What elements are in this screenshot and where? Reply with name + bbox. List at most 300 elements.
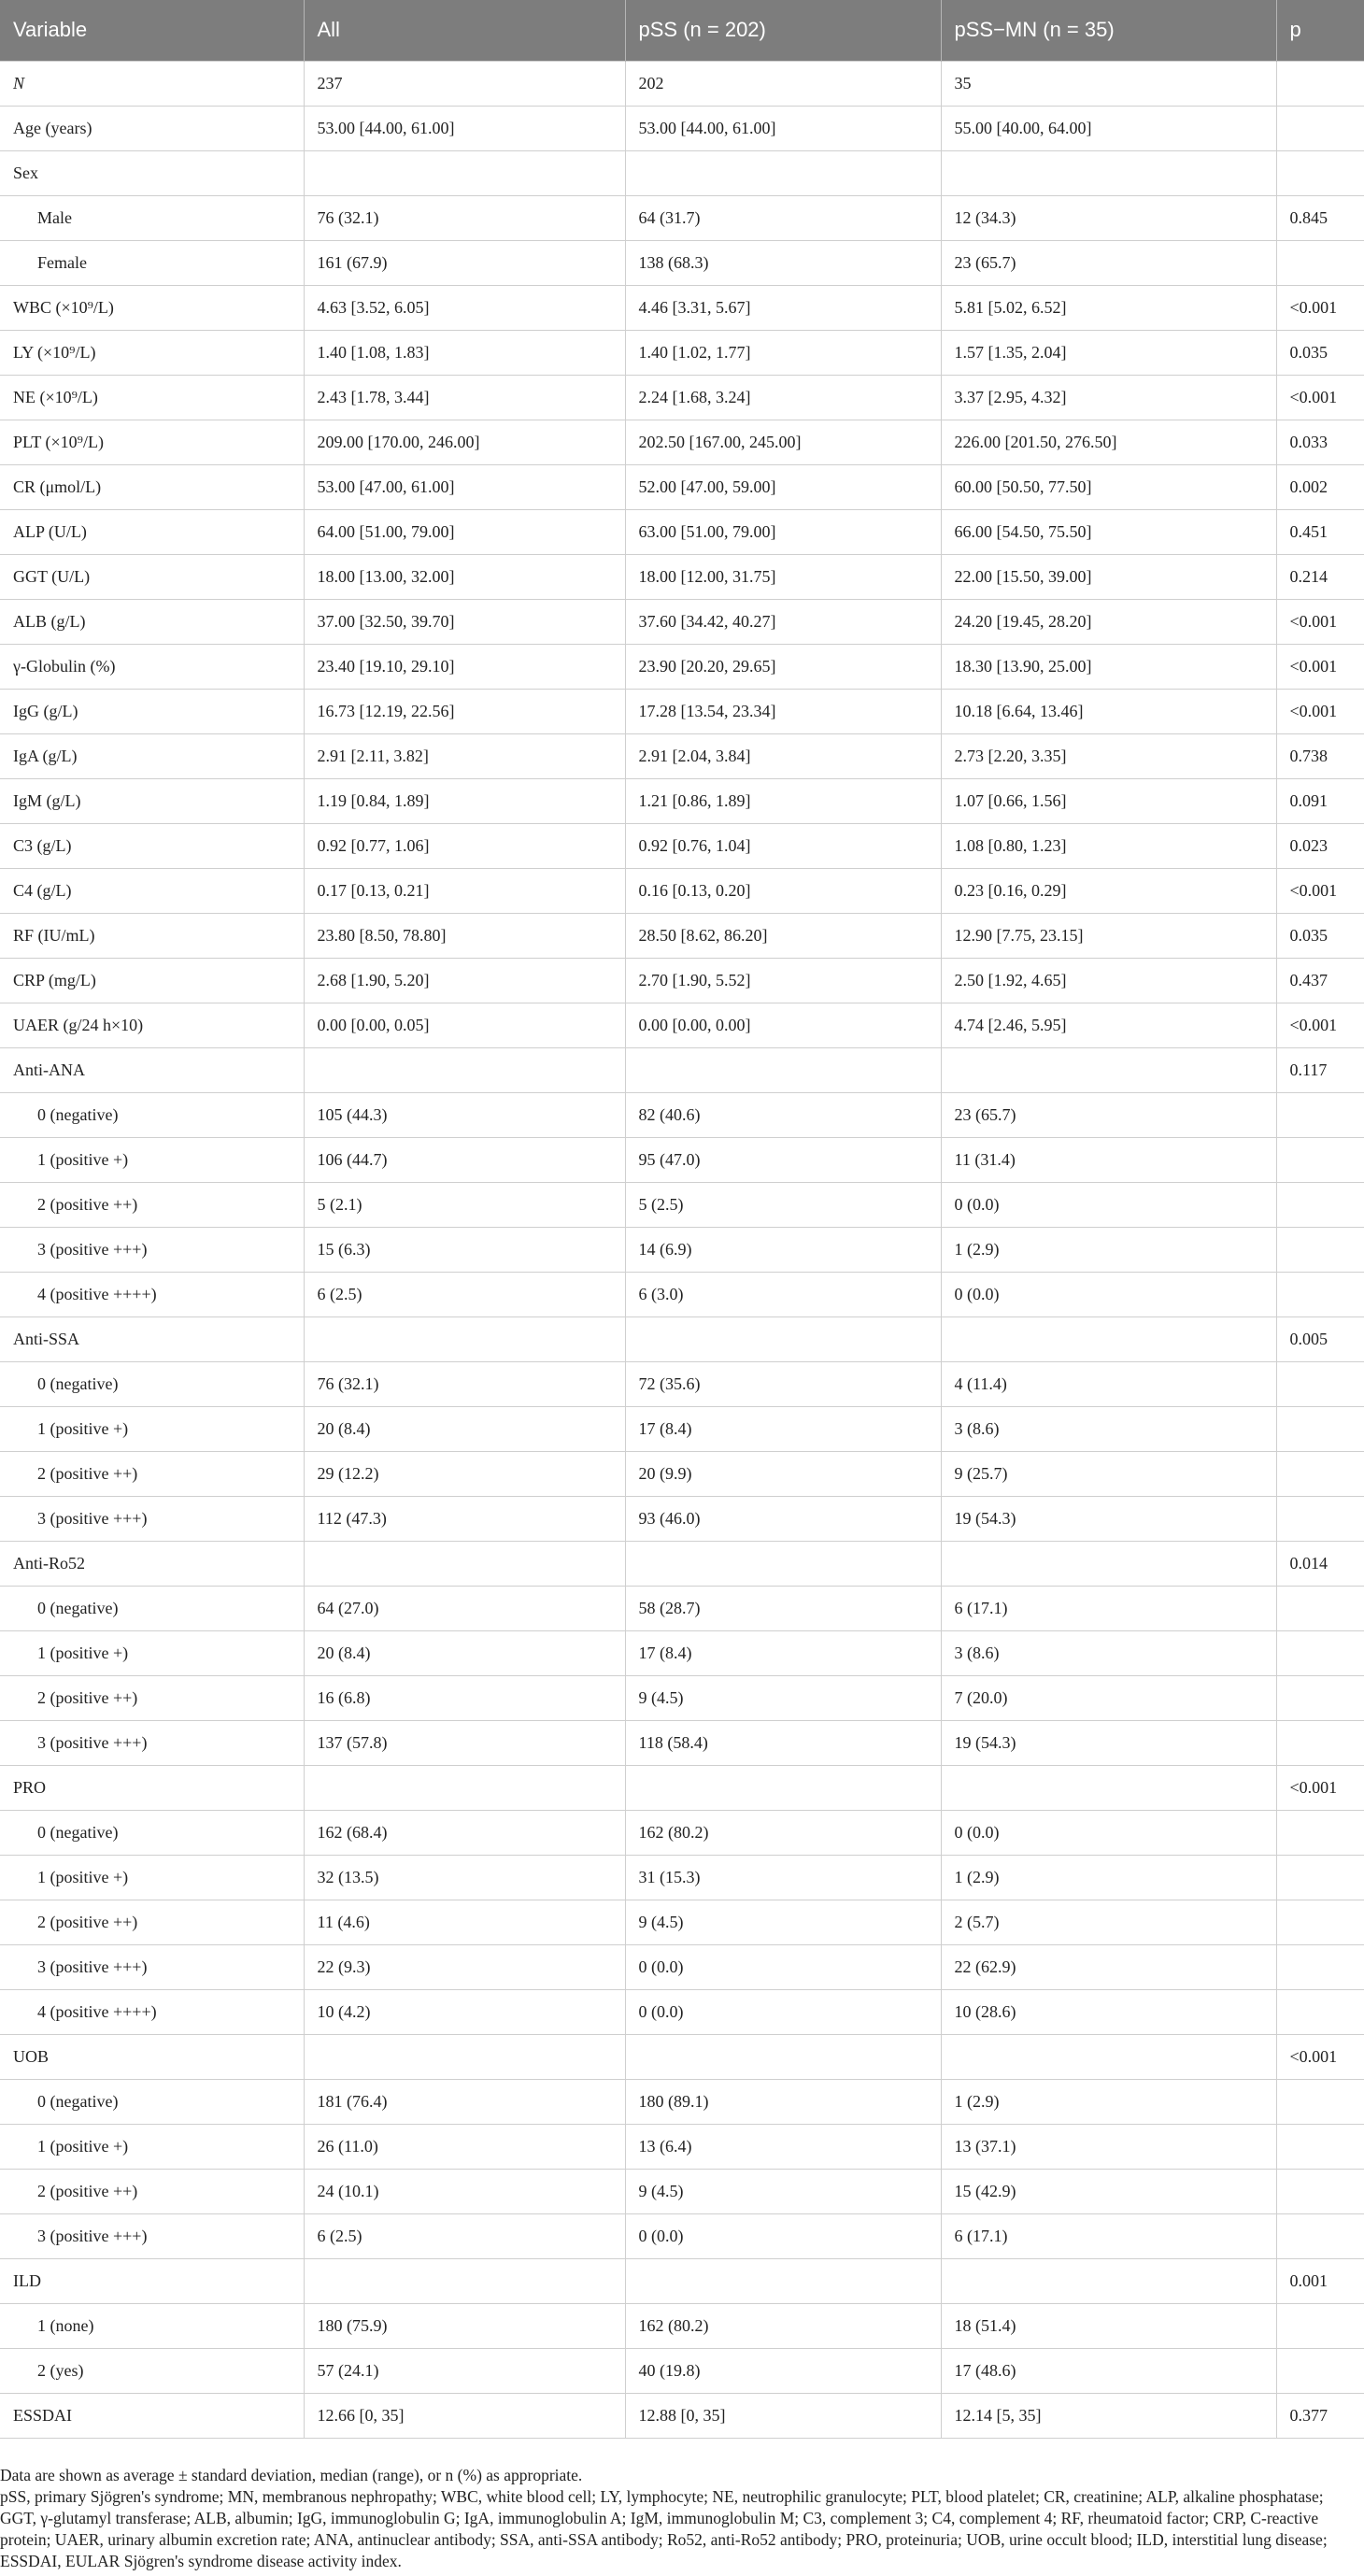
cell-p [1276,61,1364,106]
table-row [0,106,1364,150]
cell-pss-mn: 1.07 [0.66, 1.56] [941,778,1276,823]
cell-pss: 23.90 [20.20, 29.65] [625,644,941,689]
cell-pss: 9 (4.5) [625,1900,941,1944]
cell-pss-mn: 18.30 [13.90, 25.00] [941,644,1276,689]
table-row [0,1989,1364,2034]
cell-variable: UOB [0,2034,304,2079]
table-row [0,1272,1364,1316]
cell-all [304,1765,625,1810]
cell-p: <0.001 [1276,599,1364,644]
cell-all: 16 (6.8) [304,1675,625,1720]
cell-pss-mn: 2.73 [2.20, 3.35] [941,733,1276,778]
cell-pss-mn: 0 (0.0) [941,1182,1276,1227]
cell-pss [625,1047,941,1092]
cell-all [304,2034,625,2079]
cell-pss-mn: 0 (0.0) [941,1810,1276,1855]
cell-variable: C4 (g/L) [0,868,304,913]
table-row [0,2034,1364,2079]
cell-pss-mn: 1 (2.9) [941,2079,1276,2124]
cell-all: 76 (32.1) [304,1361,625,1406]
cell-pss: 31 (15.3) [625,1855,941,1900]
table-row [0,2079,1364,2124]
header-variable: Variable [0,0,304,61]
cell-all: 105 (44.3) [304,1092,625,1137]
cell-pss-mn: 0.23 [0.16, 0.29] [941,868,1276,913]
cell-p: <0.001 [1276,1765,1364,1810]
cell-variable: 1 (positive +) [0,1855,304,1900]
cell-pss-mn: 12.14 [5, 35] [941,2393,1276,2438]
cell-pss-mn: 226.00 [201.50, 276.50] [941,420,1276,464]
cell-pss-mn: 1 (2.9) [941,1855,1276,1900]
cell-all: 0.00 [0.00, 0.05] [304,1003,625,1047]
cell-variable: Sex [0,150,304,195]
cell-all: 2.43 [1.78, 3.44] [304,375,625,420]
cell-all: 112 (47.3) [304,1496,625,1541]
table-row [0,689,1364,733]
cell-variable: 4 (positive ++++) [0,1272,304,1316]
cell-pss: 82 (40.6) [625,1092,941,1137]
cell-pss-mn: 23 (65.7) [941,1092,1276,1137]
table-row [0,1361,1364,1406]
cell-p [1276,150,1364,195]
table-row [0,2393,1364,2438]
cell-variable: 2 (positive ++) [0,1675,304,1720]
cell-variable: CR (μmol/L) [0,464,304,509]
table-row [0,1047,1364,1092]
table-row [0,285,1364,330]
cell-pss-mn: 23 (65.7) [941,240,1276,285]
table-row [0,195,1364,240]
cell-p: 0.845 [1276,195,1364,240]
table-row [0,2303,1364,2348]
cell-variable: Anti-ANA [0,1047,304,1092]
cell-variable: ALB (g/L) [0,599,304,644]
cell-all: 20 (8.4) [304,1406,625,1451]
cell-variable: IgM (g/L) [0,778,304,823]
table-body [0,61,1364,2438]
cell-p [1276,1182,1364,1227]
cell-all: 57 (24.1) [304,2348,625,2393]
cell-pss-mn: 13 (37.1) [941,2124,1276,2169]
cell-all: 26 (11.0) [304,2124,625,2169]
cell-pss-mn: 5.81 [5.02, 6.52] [941,285,1276,330]
cell-pss-mn [941,1541,1276,1586]
table-row [0,1586,1364,1630]
cell-pss-mn: 35 [941,61,1276,106]
cell-pss: 0 (0.0) [625,1989,941,2034]
cell-pss: 93 (46.0) [625,1496,941,1541]
cell-variable: IgG (g/L) [0,689,304,733]
cell-pss: 28.50 [8.62, 86.20] [625,913,941,958]
cell-p: <0.001 [1276,375,1364,420]
cell-variable: 0 (negative) [0,1586,304,1630]
table-row [0,2348,1364,2393]
cell-variable: Anti-Ro52 [0,1541,304,1586]
table-row [0,1496,1364,1541]
cell-variable: C3 (g/L) [0,823,304,868]
cell-pss-mn: 10.18 [6.64, 13.46] [941,689,1276,733]
cell-pss: 0.00 [0.00, 0.00] [625,1003,941,1047]
cell-all [304,1316,625,1361]
footnote-line-2: pSS, primary Sjögren's syndrome; MN, membranous nephropathy; WBC, white blood cell; LY, lymphocyte; NE, neutrophilic granulocyte; PLT, blood platelet; CR, creatinine; ALP, alkaline phosphatase; GGT, γ-glutamyl transferase; ALB, albumin; IgG, immunoglobulin G; IgA, immunoglobulin A; IgM, immunoglobulin M; C3, complement 3; C4, complement 4; RF, rheumatoid factor; CRP, C-reactive protein; UAER, urinary albumin excretion rate; ANA, antinuclear antibody; SSA, anti-SSA antibody; Ro52, anti-Ro52 antibody; PRO, proteinuria; UOB, urine occult blood; ILD, interstitial lung disease; ESSDAI, EULAR Sjögren's syndrome disease activity index. [0,2487,1328,2570]
cell-all: 29 (12.2) [304,1451,625,1496]
cell-pss-mn: 1.08 [0.80, 1.23] [941,823,1276,868]
table-row [0,2124,1364,2169]
cell-all: 15 (6.3) [304,1227,625,1272]
cell-pss: 17 (8.4) [625,1406,941,1451]
cell-pss-mn [941,150,1276,195]
cell-variable: 3 (positive +++) [0,1720,304,1765]
cell-pss: 118 (58.4) [625,1720,941,1765]
cell-pss-mn: 4.74 [2.46, 5.95] [941,1003,1276,1047]
table-row [0,913,1364,958]
table-row [0,733,1364,778]
cell-pss-mn: 15 (42.9) [941,2169,1276,2213]
cell-p: <0.001 [1276,689,1364,733]
cell-pss-mn: 2 (5.7) [941,1900,1276,1944]
cell-pss: 0.16 [0.13, 0.20] [625,868,941,913]
table-row [0,1406,1364,1451]
cell-pss: 40 (19.8) [625,2348,941,2393]
cell-variable: 2 (positive ++) [0,1451,304,1496]
table-row [0,240,1364,285]
cell-pss-mn: 1.57 [1.35, 2.04] [941,330,1276,375]
cell-pss: 1.21 [0.86, 1.89] [625,778,941,823]
cell-pss: 202 [625,61,941,106]
cell-pss: 0 (0.0) [625,2213,941,2258]
cell-variable: 0 (negative) [0,2079,304,2124]
cell-all: 12.66 [0, 35] [304,2393,625,2438]
cell-pss-mn: 24.20 [19.45, 28.20] [941,599,1276,644]
cell-all: 24 (10.1) [304,2169,625,2213]
cell-p [1276,1855,1364,1900]
cell-all: 1.40 [1.08, 1.83] [304,330,625,375]
cell-variable: 3 (positive +++) [0,1944,304,1989]
table-row [0,1944,1364,1989]
cell-all: 6 (2.5) [304,1272,625,1316]
cell-all: 76 (32.1) [304,195,625,240]
cell-variable: PRO [0,1765,304,1810]
cell-pss: 18.00 [12.00, 31.75] [625,554,941,599]
cell-pss-mn: 1 (2.9) [941,1227,1276,1272]
cell-variable: Age (years) [0,106,304,150]
cell-p [1276,1272,1364,1316]
cell-p: 0.035 [1276,913,1364,958]
cell-variable: WBC (×10⁹/L) [0,285,304,330]
cell-p [1276,1900,1364,1944]
cell-p [1276,1675,1364,1720]
cell-pss-mn: 3 (8.6) [941,1630,1276,1675]
table-row [0,1541,1364,1586]
cell-pss: 12.88 [0, 35] [625,2393,941,2438]
cell-pss: 4.46 [3.31, 5.67] [625,285,941,330]
cell-pss-mn: 10 (28.6) [941,1989,1276,2034]
cell-pss: 162 (80.2) [625,2303,941,2348]
cell-all: 53.00 [44.00, 61.00] [304,106,625,150]
table-row [0,150,1364,195]
cell-p [1276,1944,1364,1989]
cell-all [304,1047,625,1092]
cell-pss: 64 (31.7) [625,195,941,240]
cell-pss: 202.50 [167.00, 245.00] [625,420,941,464]
cell-p: <0.001 [1276,2034,1364,2079]
cell-p: 0.738 [1276,733,1364,778]
cell-variable: 2 (positive ++) [0,2169,304,2213]
cell-pss: 13 (6.4) [625,2124,941,2169]
cell-pss-mn [941,1765,1276,1810]
table-row [0,330,1364,375]
cell-pss: 138 (68.3) [625,240,941,285]
cell-variable: ALP (U/L) [0,509,304,554]
cell-pss-mn: 17 (48.6) [941,2348,1276,2393]
cell-pss: 180 (89.1) [625,2079,941,2124]
cell-p: 0.033 [1276,420,1364,464]
cell-p: 0.023 [1276,823,1364,868]
cell-pss-mn: 18 (51.4) [941,2303,1276,2348]
header-pss-mn: pSS−MN (n = 35) [941,0,1276,61]
cell-variable: 0 (negative) [0,1810,304,1855]
cell-all: 0.17 [0.13, 0.21] [304,868,625,913]
cell-p: <0.001 [1276,644,1364,689]
cell-variable: ESSDAI [0,2393,304,2438]
cell-all: 11 (4.6) [304,1900,625,1944]
cell-all: 64 (27.0) [304,1586,625,1630]
cell-variable: RF (IU/mL) [0,913,304,958]
cell-p [1276,1586,1364,1630]
cell-variable: 2 (yes) [0,2348,304,2393]
cell-pss: 20 (9.9) [625,1451,941,1496]
cell-pss: 1.40 [1.02, 1.77] [625,330,941,375]
table-row [0,464,1364,509]
cell-variable: 2 (positive ++) [0,1182,304,1227]
table-row [0,958,1364,1003]
table-row [0,778,1364,823]
cell-all: 5 (2.1) [304,1182,625,1227]
cell-pss-mn: 60.00 [50.50, 77.50] [941,464,1276,509]
table-row [0,1182,1364,1227]
cell-p: 0.377 [1276,2393,1364,2438]
cell-all: 161 (67.9) [304,240,625,285]
cell-all [304,2258,625,2303]
cell-pss [625,1765,941,1810]
cell-pss: 72 (35.6) [625,1361,941,1406]
cell-pss: 0 (0.0) [625,1944,941,1989]
cell-p [1276,1630,1364,1675]
table-row [0,644,1364,689]
table-row [0,375,1364,420]
cell-variable: 1 (positive +) [0,1630,304,1675]
cell-p: 0.214 [1276,554,1364,599]
cell-variable: Male [0,195,304,240]
table-row [0,1003,1364,1047]
cell-variable: γ-Globulin (%) [0,644,304,689]
cell-pss: 9 (4.5) [625,2169,941,2213]
table-row [0,1900,1364,1944]
cell-pss: 95 (47.0) [625,1137,941,1182]
cell-variable: 1 (positive +) [0,1406,304,1451]
cell-pss: 17.28 [13.54, 23.34] [625,689,941,733]
cell-pss: 0.92 [0.76, 1.04] [625,823,941,868]
cell-p [1276,2213,1364,2258]
cell-p: 0.014 [1276,1541,1364,1586]
cell-pss: 2.24 [1.68, 3.24] [625,375,941,420]
cell-all: 237 [304,61,625,106]
cell-p: 0.437 [1276,958,1364,1003]
cell-all: 10 (4.2) [304,1989,625,2034]
cell-pss-mn: 11 (31.4) [941,1137,1276,1182]
cell-variable: ILD [0,2258,304,2303]
cell-pss-mn [941,1047,1276,1092]
cell-pss-mn [941,1316,1276,1361]
cell-pss-mn: 12 (34.3) [941,195,1276,240]
cell-all: 2.91 [2.11, 3.82] [304,733,625,778]
cell-variable: 1 (positive +) [0,1137,304,1182]
cell-all: 16.73 [12.19, 22.56] [304,689,625,733]
cell-all: 180 (75.9) [304,2303,625,2348]
cell-pss: 52.00 [47.00, 59.00] [625,464,941,509]
cell-all: 4.63 [3.52, 6.05] [304,285,625,330]
cell-pss-mn: 55.00 [40.00, 64.00] [941,106,1276,150]
cell-p [1276,1406,1364,1451]
cell-all: 53.00 [47.00, 61.00] [304,464,625,509]
cell-pss: 2.91 [2.04, 3.84] [625,733,941,778]
cell-pss [625,1541,941,1586]
cell-pss-mn: 6 (17.1) [941,1586,1276,1630]
cell-pss [625,2258,941,2303]
cell-pss-mn: 66.00 [54.50, 75.50] [941,509,1276,554]
cell-p: 0.035 [1276,330,1364,375]
cell-all: 32 (13.5) [304,1855,625,1900]
cell-pss: 58 (28.7) [625,1586,941,1630]
table-row [0,2169,1364,2213]
cell-pss: 6 (3.0) [625,1272,941,1316]
table-row [0,61,1364,106]
cell-variable: 3 (positive +++) [0,2213,304,2258]
table-row [0,1810,1364,1855]
cell-all: 181 (76.4) [304,2079,625,2124]
cell-p [1276,2079,1364,2124]
cell-all: 1.19 [0.84, 1.89] [304,778,625,823]
table-row [0,1720,1364,1765]
cell-all: 6 (2.5) [304,2213,625,2258]
cell-variable: 3 (positive +++) [0,1227,304,1272]
cell-all: 137 (57.8) [304,1720,625,1765]
cell-variable: 0 (negative) [0,1361,304,1406]
cell-all: 64.00 [51.00, 79.00] [304,509,625,554]
cell-variable: Anti-SSA [0,1316,304,1361]
cell-all: 18.00 [13.00, 32.00] [304,554,625,599]
cell-all: 23.80 [8.50, 78.80] [304,913,625,958]
cell-variable: CRP (mg/L) [0,958,304,1003]
cell-all [304,1541,625,1586]
cell-p: 0.117 [1276,1047,1364,1092]
table-row [0,599,1364,644]
table-row [0,1675,1364,1720]
cell-pss-mn: 12.90 [7.75, 23.15] [941,913,1276,958]
cell-pss: 17 (8.4) [625,1630,941,1675]
cell-variable: N [0,61,304,106]
cell-p [1276,2348,1364,2393]
cell-pss: 5 (2.5) [625,1182,941,1227]
cell-variable: 1 (positive +) [0,2124,304,2169]
table-row [0,554,1364,599]
cell-p: <0.001 [1276,1003,1364,1047]
table-row [0,1227,1364,1272]
cell-all: 162 (68.4) [304,1810,625,1855]
table-row [0,868,1364,913]
table-row [0,1316,1364,1361]
cell-variable: IgA (g/L) [0,733,304,778]
cell-p: 0.002 [1276,464,1364,509]
cell-p [1276,1989,1364,2034]
cell-all: 2.68 [1.90, 5.20] [304,958,625,1003]
cell-p: 0.451 [1276,509,1364,554]
table-row [0,420,1364,464]
cell-pss-mn: 9 (25.7) [941,1451,1276,1496]
cell-all: 0.92 [0.77, 1.06] [304,823,625,868]
cell-pss [625,2034,941,2079]
cell-pss-mn [941,2034,1276,2079]
cell-p [1276,1810,1364,1855]
cell-all: 22 (9.3) [304,1944,625,1989]
cell-p [1276,2169,1364,2213]
footnote-line-1: Data are shown as average ± standard deviation, median (range), or n (%) as appropriate. [0,2466,583,2484]
cell-all: 23.40 [19.10, 29.10] [304,644,625,689]
table-row [0,509,1364,554]
table-row [0,823,1364,868]
cell-variable: 4 (positive ++++) [0,1989,304,2034]
cell-pss-mn [941,2258,1276,2303]
cell-p [1276,1720,1364,1765]
cell-pss: 53.00 [44.00, 61.00] [625,106,941,150]
cell-pss: 162 (80.2) [625,1810,941,1855]
table-row [0,1630,1364,1675]
cell-pss-mn: 4 (11.4) [941,1361,1276,1406]
table-row [0,2213,1364,2258]
cell-pss: 37.60 [34.42, 40.27] [625,599,941,644]
cell-pss [625,1316,941,1361]
cell-pss: 2.70 [1.90, 5.52] [625,958,941,1003]
cell-p: 0.005 [1276,1316,1364,1361]
cell-p: <0.001 [1276,868,1364,913]
cell-all: 37.00 [32.50, 39.70] [304,599,625,644]
cell-pss-mn: 19 (54.3) [941,1496,1276,1541]
cell-all [304,150,625,195]
cell-pss-mn: 6 (17.1) [941,2213,1276,2258]
cell-variable: LY (×10⁹/L) [0,330,304,375]
table-row [0,1137,1364,1182]
header-all: All [304,0,625,61]
cell-pss-mn: 19 (54.3) [941,1720,1276,1765]
table-row [0,1451,1364,1496]
table-row [0,1765,1364,1810]
header-p: p [1276,0,1364,61]
cell-variable: Female [0,240,304,285]
cell-pss: 14 (6.9) [625,1227,941,1272]
cell-p: 0.001 [1276,2258,1364,2303]
cell-all: 209.00 [170.00, 246.00] [304,420,625,464]
cell-variable: GGT (U/L) [0,554,304,599]
cell-all: 106 (44.7) [304,1137,625,1182]
cell-pss: 63.00 [51.00, 79.00] [625,509,941,554]
table-row [0,2258,1364,2303]
cell-p: 0.091 [1276,778,1364,823]
cell-pss-mn: 3 (8.6) [941,1406,1276,1451]
cell-variable: UAER (g/24 h×10) [0,1003,304,1047]
table-row [0,1855,1364,1900]
cell-p [1276,1137,1364,1182]
cell-p [1276,1496,1364,1541]
